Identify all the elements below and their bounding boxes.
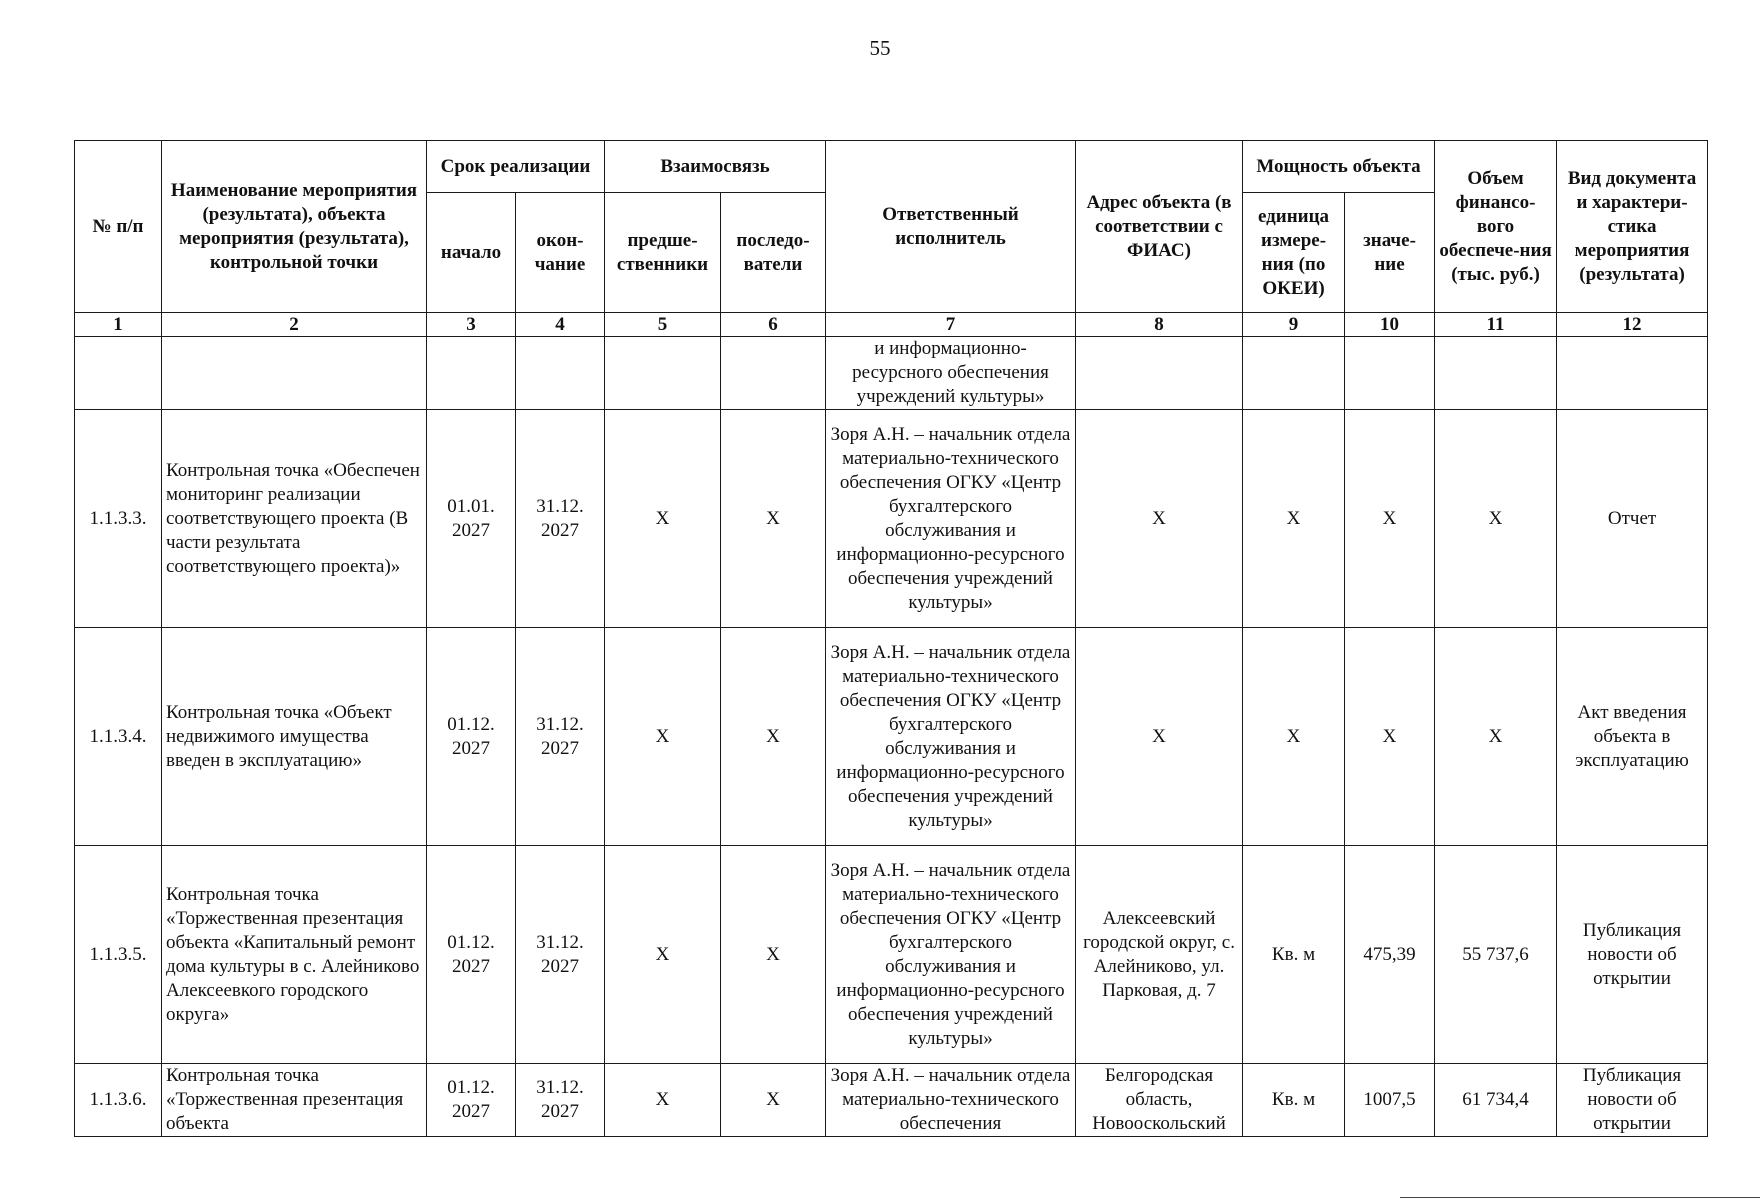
page-number: 55 xyxy=(869,36,891,60)
row-successors xyxy=(721,337,826,410)
row-successors: X xyxy=(721,410,826,628)
row-value: X xyxy=(1345,628,1435,846)
column-number: 3 xyxy=(427,313,516,337)
row-start xyxy=(427,337,516,410)
column-number: 12 xyxy=(1557,313,1708,337)
row-predecessors xyxy=(605,337,721,410)
row-name xyxy=(162,337,427,410)
header-power: Мощность объекта xyxy=(1243,141,1435,193)
table-row xyxy=(75,1064,1708,1137)
row-successors: X xyxy=(721,1064,826,1137)
row-end: 31.12. 2027 xyxy=(516,846,605,1064)
row-address: X xyxy=(1076,410,1243,628)
table-row xyxy=(75,410,1708,628)
row-name: Контрольная точка «Торжественная презентация объекта xyxy=(162,1064,427,1137)
page-bottom-rule xyxy=(1400,1197,1760,1198)
row-name: Контрольная точка «Обеспечен мониторинг реализации соответствующего проекта (В части результата соответствующего проекта)» xyxy=(162,410,427,628)
row-financing: X xyxy=(1435,628,1557,846)
header-term: Срок реализации xyxy=(427,141,605,193)
row-number: 1.1.3.5. xyxy=(75,846,162,1064)
row-name: Контрольная точка «Торжественная презентация объекта «Капитальный ремонт дома культуры в с. Алейниково Алексеевкого городского округа» xyxy=(162,846,427,1064)
row-address: Алексеевский городской округ, с. Алейниково, ул. Парковая, д. 7 xyxy=(1076,846,1243,1064)
header-end: окон-чание xyxy=(516,193,605,313)
column-number: 10 xyxy=(1345,313,1435,337)
header-link: Взаимосвязь xyxy=(605,141,826,193)
row-document: Публикация новости об открытии xyxy=(1557,846,1708,1064)
column-number: 8 xyxy=(1076,313,1243,337)
column-number: 4 xyxy=(516,313,605,337)
row-document xyxy=(1557,337,1708,410)
row-address: Белгородская область, Новооскольский xyxy=(1076,1064,1243,1137)
column-number: 9 xyxy=(1243,313,1345,337)
row-start: 01.12. 2027 xyxy=(427,1064,516,1137)
row-predecessors: X xyxy=(605,846,721,1064)
row-successors: X xyxy=(721,846,826,1064)
column-number: 5 xyxy=(605,313,721,337)
row-document: Акт введения объекта в эксплуатацию xyxy=(1557,628,1708,846)
row-address: X xyxy=(1076,628,1243,846)
header-start: начало xyxy=(427,193,516,313)
row-unit: Кв. м xyxy=(1243,846,1345,1064)
table-row xyxy=(75,846,1708,1064)
column-number: 11 xyxy=(1435,313,1557,337)
row-responsible: Зоря А.Н. – начальник отдела материально-технического обеспечения ОГКУ «Центр бухгалтерского обслуживания и информационно-ресурсного обеспечения учреждений культуры» xyxy=(826,628,1076,846)
header-name: Наименование мероприятия (результата), объекта мероприятия (результата), контрольной точки xyxy=(162,141,427,313)
row-end: 31.12. 2027 xyxy=(516,410,605,628)
row-number xyxy=(75,337,162,410)
header-unit: единица измере-ния (по ОКЕИ) xyxy=(1243,193,1345,313)
row-predecessors: X xyxy=(605,628,721,846)
row-responsible: и информационно-ресурсного обеспечения учреждений культуры» xyxy=(826,337,1076,410)
column-number: 2 xyxy=(162,313,427,337)
row-unit xyxy=(1243,337,1345,410)
row-unit: X xyxy=(1243,410,1345,628)
row-end: 31.12. 2027 xyxy=(516,1064,605,1137)
header-address: Адрес объекта (в соответствии с ФИАС) xyxy=(1076,141,1243,313)
header-successors: последо-ватели xyxy=(721,193,826,313)
row-value: 1007,5 xyxy=(1345,1064,1435,1137)
row-name: Контрольная точка «Объект недвижимого имущества введен в эксплуатацию» xyxy=(162,628,427,846)
header-document: Вид документа и характери-стика мероприятия (результата) xyxy=(1557,141,1708,313)
row-predecessors: X xyxy=(605,410,721,628)
row-end: 31.12. 2027 xyxy=(516,628,605,846)
row-value: 475,39 xyxy=(1345,846,1435,1064)
header-value: значе-ние xyxy=(1345,193,1435,313)
row-end xyxy=(516,337,605,410)
row-financing: 61 734,4 xyxy=(1435,1064,1557,1137)
header-responsible: Ответственный исполнитель xyxy=(826,141,1076,313)
column-number: 6 xyxy=(721,313,826,337)
column-number: 7 xyxy=(826,313,1076,337)
row-start: 01.12. 2027 xyxy=(427,846,516,1064)
row-responsible: Зоря А.Н. – начальник отдела материально-технического обеспечения ОГКУ «Центр бухгалтерского обслуживания и информационно-ресурсного обеспечения учреждений культуры» xyxy=(826,846,1076,1064)
row-document: Отчет xyxy=(1557,410,1708,628)
row-predecessors: X xyxy=(605,1064,721,1137)
table-row xyxy=(75,628,1708,846)
row-financing: X xyxy=(1435,410,1557,628)
row-number: 1.1.3.3. xyxy=(75,410,162,628)
row-document: Публикация новости об открытии xyxy=(1557,1064,1708,1137)
row-number: 1.1.3.4. xyxy=(75,628,162,846)
row-value: X xyxy=(1345,410,1435,628)
row-successors: X xyxy=(721,628,826,846)
header-predecessors: предше-ственники xyxy=(605,193,721,313)
row-responsible: Зоря А.Н. – начальник отдела материально-технического обеспечения xyxy=(826,1064,1076,1137)
row-start: 01.12. 2027 xyxy=(427,628,516,846)
header-number: № п/п xyxy=(75,141,162,313)
row-unit: Кв. м xyxy=(1243,1064,1345,1137)
column-numbers-row xyxy=(75,313,1708,337)
row-financing: 55 737,6 xyxy=(1435,846,1557,1064)
row-unit: X xyxy=(1243,628,1345,846)
row-address xyxy=(1076,337,1243,410)
row-value xyxy=(1345,337,1435,410)
table-row xyxy=(75,337,1708,410)
row-financing xyxy=(1435,337,1557,410)
row-start: 01.01. 2027 xyxy=(427,410,516,628)
activities-table xyxy=(74,140,1708,1137)
column-number: 1 xyxy=(75,313,162,337)
row-responsible: Зоря А.Н. – начальник отдела материально-технического обеспечения ОГКУ «Центр бухгалтерского обслуживания и информационно-ресурсного обеспечения учреждений культуры» xyxy=(826,410,1076,628)
header-financing: Объем финансо-вого обеспече-ния (тыс. руб.) xyxy=(1435,141,1557,313)
row-number: 1.1.3.6. xyxy=(75,1064,162,1137)
